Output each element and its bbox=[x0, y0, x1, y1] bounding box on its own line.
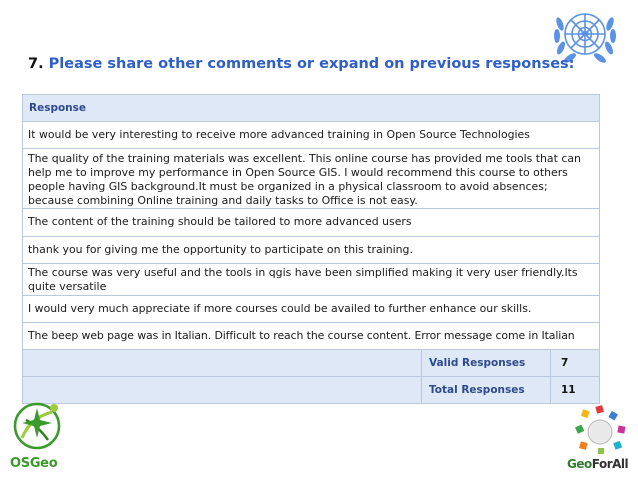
table-header: Response bbox=[22, 95, 600, 122]
geoforall-suffix: ForAll bbox=[591, 457, 629, 471]
geoforall-wordmark bbox=[567, 457, 628, 471]
summary-value: 7 bbox=[561, 357, 569, 369]
question-text: Please share other comments or expand on previous responses: bbox=[48, 56, 575, 72]
osgeo-wordmark: OSGeo bbox=[10, 456, 58, 471]
geoforall-prefix: Geo bbox=[567, 457, 592, 471]
summary-row-valid bbox=[22, 350, 600, 377]
summary-value: 11 bbox=[561, 384, 576, 396]
responses-table bbox=[22, 94, 600, 404]
table-row: The quality of the training materials was excellent. This online course has provided me tools that can help me to improve my performance in Open Source GIS. I would recommend this course to others people having GIS background.It must be organized in a physical classroom to avoid absences; because combining Online training and daily tasks to Office is not easy. bbox=[22, 149, 600, 209]
summary-row-total bbox=[22, 377, 600, 404]
table-row: The course was very useful and the tools in qgis have been simplified making it very user friendly.Its quite versatile bbox=[22, 264, 600, 296]
summary-label: Valid Responses bbox=[422, 350, 551, 376]
table-row: I would very much appreciate if more courses could be availed to further enhance our skills. bbox=[22, 296, 600, 323]
summary-label: Total Responses bbox=[422, 377, 551, 403]
table-row: It would be very interesting to receive more advanced training in Open Source Technologies bbox=[22, 122, 600, 149]
question-heading bbox=[28, 56, 618, 72]
geoforall-logo-icon bbox=[568, 404, 632, 456]
question-number: 7. bbox=[28, 56, 44, 72]
table-row: thank you for giving me the opportunity to participate on this training. bbox=[22, 237, 600, 264]
table-row: The beep web page was in Italian. Difficult to reach the course content. Error message come in Italian bbox=[22, 323, 600, 350]
table-row: The content of the training should be tailored to more advanced users bbox=[22, 209, 600, 237]
